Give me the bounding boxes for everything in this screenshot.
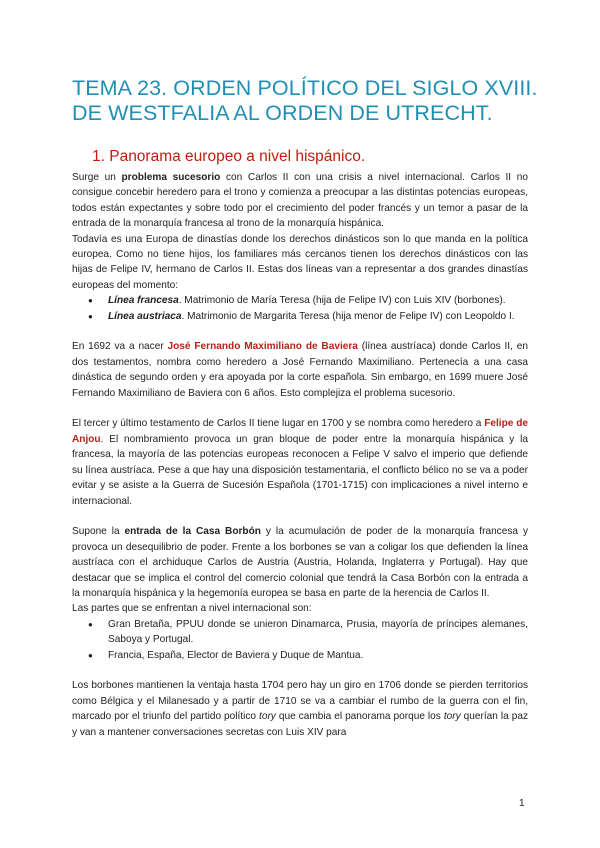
document-title xyxy=(72,76,542,126)
paragraph-7: Los borbones mantienen la ventaja hasta 1704 pero hay un giro en 1706 donde se pierden territorios como Bélgica y el Milanesado y a partir de 1710 se va a cambiar el rumbo de la guerra con el fin, marcado por el triunfo del partido político tory que cambia el panorama porque los tory querían la paz y van a mantener conversaciones secretas con Luis XIV para xyxy=(72,680,528,738)
title-line-2: DE WESTFALIA AL ORDEN DE UTRECHT. xyxy=(72,101,493,125)
paragraph-6: Las partes que se enfrentan a nivel internacional son: xyxy=(72,603,312,615)
list-item: ● Línea francesa. Matrimonio de María Teresa (hija de Felipe IV) con Luis XIV (borbones). xyxy=(72,293,528,308)
paragraph-1: Surge un problema sucesorio con Carlos II con una crisis a nivel internacional. Carlos II no consigue concebir heredero para el trono y comienza a preocupar a las distintas potencias europeas, todos están expectantes y sobre todo por el crecimiento del poder francés y un temor a pasar de la entrada de la monarquía francesa al trono de la monarquía hispánica. xyxy=(72,172,528,230)
paragraph-4: El tercer y último testamento de Carlos II tiene lugar en 1700 y se nombra como heredero a Felipe de Anjou. El nombramiento provoca un gran bloque de poder entre la monarquía hispánica y la francesa, la mayoría de las potencias europeas reconocen a Felipe V salvo el imperio que defiende su línea austríaca. Pese a que hay una disposición testamentaria, el conflicto bélico no se va a poder evitar y se asiste a la Guerra de Sucesión Española (1701-1715) con implicaciones a nivel interno e internacional. xyxy=(72,418,528,507)
document-body xyxy=(72,170,528,740)
paragraph-3: En 1692 va a nacer José Fernando Maximiliano de Baviera (línea austríaca) donde Carlos II, en dos testamentos, nombra como heredero a José Fernando Maximiliano. Pertenecía a una casa dinástica de segundo orden y era apoyada por la corte española. Sin embargo, en 1699 muere José Fernando Maximiliano de Baviera con 6 años. Esto complejiza el problema sucesorio. xyxy=(72,341,528,399)
title-line-1: TEMA 23. ORDEN POLÍTICO DEL SIGLO XVIII. xyxy=(72,76,538,100)
list-item: ● Francia, España, Elector de Baviera y Duque de Mantua. xyxy=(72,648,528,663)
dynasty-list xyxy=(72,293,528,324)
parties-list xyxy=(72,617,528,663)
paragraph-2: Todavía es una Europa de dinastías donde los derechos dinásticos son lo que manda en la política europea. Como no tiene hijos, los familiares más cercanos tienen los derechos dinásticos con las hijas de Felipe IV, hermano de Carlos II. Estas dos líneas van a representar a dos grandes dinastías europeas del momento: xyxy=(72,233,528,291)
list-item: ● Línea austriaca. Matrimonio de Margarita Teresa (hija menor de Felipe IV) con Leopoldo I. xyxy=(72,309,528,324)
paragraph-5: Supone la entrada de la Casa Borbón y la acumulación de poder de la monarquía francesa y provoca un desequilibrio de poder. Frente a los borbones se van a coligar los que defienden la línea austríaca con el archiduque Carlos de Austria (Austria, Holanda, Inglaterra y Portugal). Hay que destacar que se implica el control del comercio colonial que tendrá la Casa Borbón con la entrada a la monarquía hispánica y la hegemonía europea se basa en parte de la herencia de Carlos II. xyxy=(72,526,528,599)
section-heading: 1. Panorama europeo a nivel hispánico. xyxy=(92,148,366,165)
list-item: ● Gran Bretaña, PPUU donde se unieron Dinamarca, Prusia, mayoría de príncipes alemanes, Saboya y Portugal. xyxy=(72,617,528,648)
page-number: 1 xyxy=(519,798,525,809)
